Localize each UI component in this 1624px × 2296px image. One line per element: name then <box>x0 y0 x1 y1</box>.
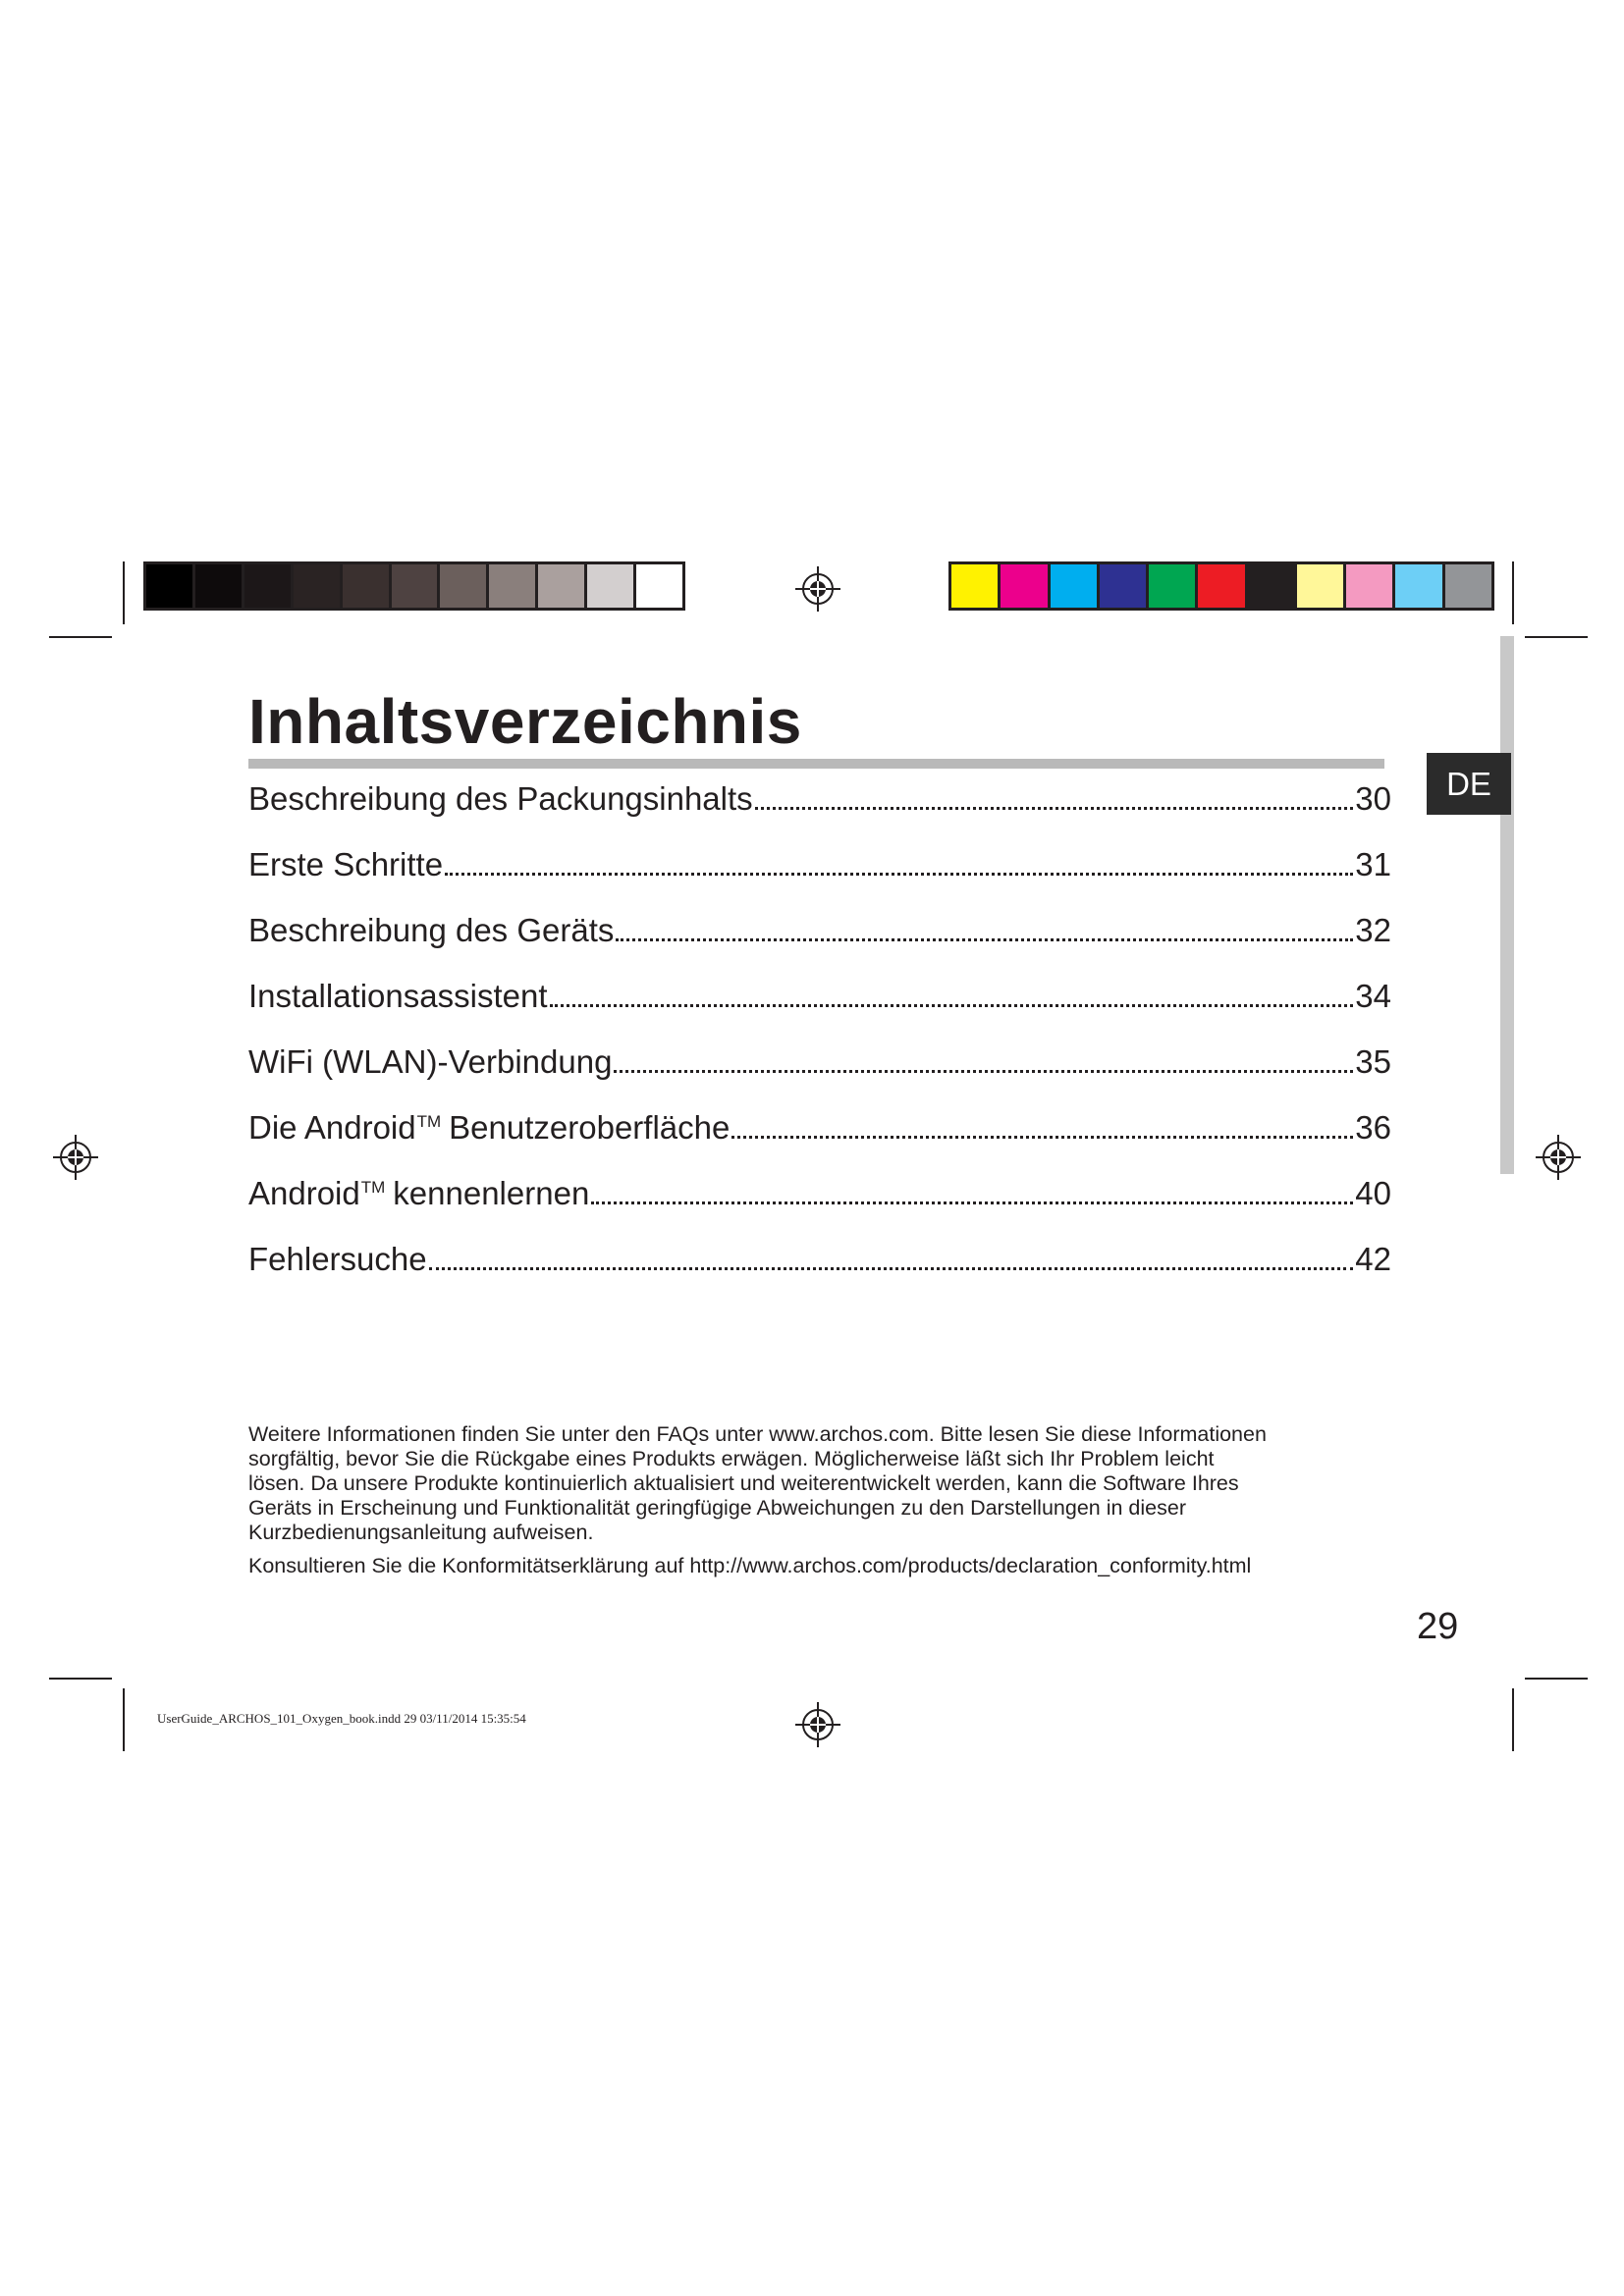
info-line: Kurzbedienungsanleitung aufweisen. <box>248 1521 594 1544</box>
crop-mark <box>49 636 112 638</box>
gray-swatch <box>294 564 343 608</box>
grayscale-color-bar <box>143 561 685 611</box>
toc-entry-label: Die Android™ Benutzeroberfläche <box>248 1109 731 1146</box>
color-swatch <box>1100 564 1149 608</box>
toc-page-number: 40 <box>1355 1175 1391 1211</box>
color-swatch <box>951 564 1001 608</box>
toc-page-number: 42 <box>1355 1241 1391 1277</box>
gray-swatch <box>489 564 538 608</box>
gray-swatch <box>343 564 392 608</box>
toc-leader-dots <box>591 1201 1353 1204</box>
gray-swatch <box>440 564 489 608</box>
page-number: 29 <box>1417 1606 1459 1647</box>
toc-entry[interactable] <box>248 1241 1391 1284</box>
color-swatch <box>1346 564 1395 608</box>
toc-leader-dots <box>731 1136 1353 1139</box>
crop-mark <box>123 1688 125 1751</box>
gray-swatch <box>392 564 441 608</box>
trademark-symbol: TM <box>360 1178 386 1197</box>
crop-mark <box>1512 561 1514 624</box>
crop-mark <box>49 1678 112 1680</box>
crop-mark <box>1512 1688 1514 1751</box>
toc-entry[interactable] <box>248 912 1391 955</box>
color-swatch <box>1051 564 1100 608</box>
toc-leader-dots <box>429 1267 1354 1270</box>
toc-entry[interactable] <box>248 780 1391 824</box>
trademark-symbol: TM <box>416 1112 442 1131</box>
gray-swatch <box>244 564 294 608</box>
process-color-bar <box>948 561 1494 611</box>
gray-swatch <box>538 564 587 608</box>
color-swatch <box>1001 564 1050 608</box>
toc-leader-dots <box>445 873 1353 876</box>
color-swatch <box>1198 564 1247 608</box>
toc-entry[interactable] <box>248 978 1391 1021</box>
color-swatch <box>1297 564 1346 608</box>
info-paragraph <box>248 1422 1387 1545</box>
registration-mark-icon <box>1536 1135 1581 1180</box>
toc-entry-label: Installationsassistent <box>248 978 548 1014</box>
toc-entry[interactable] <box>248 1043 1391 1087</box>
gray-swatch <box>587 564 636 608</box>
color-swatch <box>1395 564 1444 608</box>
toc-page-number: 34 <box>1355 978 1391 1014</box>
crop-mark <box>1525 1678 1588 1680</box>
gray-swatch <box>146 564 195 608</box>
info-line: sorgfältig, bevor Sie die Rückgabe eines Produkts erwägen. Möglicherweise läßt sich Ihr Problem leicht <box>248 1447 1215 1470</box>
color-swatch <box>1149 564 1198 608</box>
toc-leader-dots <box>755 807 1354 810</box>
toc-entry-label: Fehlersuche <box>248 1241 427 1277</box>
toc-entry[interactable] <box>248 846 1391 889</box>
gray-swatch <box>636 564 682 608</box>
toc-entry[interactable] <box>248 1175 1391 1218</box>
toc-leader-dots <box>616 938 1353 941</box>
gray-swatch <box>195 564 244 608</box>
toc-page-number: 32 <box>1355 912 1391 948</box>
info-line: Weitere Informationen finden Sie unter den FAQs unter www.archos.com. Bitte lesen Sie diese Informationen <box>248 1422 1267 1446</box>
registration-mark-icon <box>795 566 840 612</box>
toc-entry[interactable] <box>248 1109 1391 1152</box>
page-title: Inhaltsverzeichnis <box>248 686 802 757</box>
title-underline <box>248 759 1384 769</box>
toc-leader-dots <box>550 1004 1354 1007</box>
toc-page-number: 31 <box>1355 846 1391 882</box>
crop-mark <box>1525 636 1588 638</box>
registration-mark-icon <box>795 1702 840 1747</box>
color-swatch <box>1248 564 1297 608</box>
crop-mark <box>123 561 125 624</box>
info-line: lösen. Da unsere Produkte kontinuierlich aktualisiert und weiterentwickelt werden, kann die Software Ihres <box>248 1471 1239 1495</box>
language-tab: DE <box>1427 753 1511 815</box>
color-swatch <box>1445 564 1491 608</box>
toc-page-number: 36 <box>1355 1109 1391 1146</box>
toc-entry-label: Erste Schritte <box>248 846 444 882</box>
toc-page-number: 30 <box>1355 780 1391 817</box>
conformity-note: Konsultieren Sie die Konformitätserklärung auf http://www.archos.com/products/declaration_conformity.html <box>248 1554 1252 1577</box>
toc-leader-dots <box>614 1070 1353 1073</box>
toc-entry-label: Beschreibung des Geräts <box>248 912 615 948</box>
registration-mark-icon <box>53 1135 98 1180</box>
side-margin-bar <box>1500 636 1514 1174</box>
print-slug: UserGuide_ARCHOS_101_Oxygen_book.indd 29 03/11/2014 15:35:54 <box>157 1711 526 1726</box>
toc-entry-label: Beschreibung des Packungsinhalts <box>248 780 753 817</box>
info-line: Geräts in Erscheinung und Funktionalität geringfügige Abweichungen zu den Darstellungen in dieser <box>248 1496 1186 1520</box>
toc-entry-label: Android™ kennenlernen <box>248 1175 590 1211</box>
toc-entry-label: WiFi (WLAN)-Verbindung <box>248 1043 613 1080</box>
toc-page-number: 35 <box>1355 1043 1391 1080</box>
